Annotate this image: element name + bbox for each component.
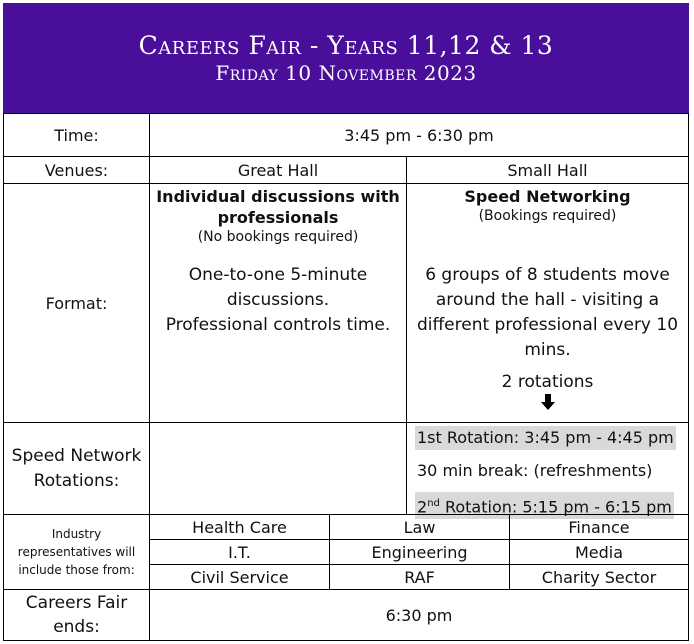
time-label-cell	[3, 113, 150, 157]
individual-desc-line2: discussions.	[226, 290, 330, 310]
speed-networking-title: Speed Networking	[464, 187, 631, 206]
individual-desc-line3: Professional controls time.	[165, 315, 391, 335]
second-rotation-suffix: nd	[427, 498, 440, 509]
venues-label-cell	[3, 156, 150, 184]
first-rotation: 1st Rotation: 3:45 pm - 4:45 pm	[415, 426, 676, 450]
event-date: Friday 10 November 2023	[215, 61, 477, 85]
ends-value-cell	[149, 589, 689, 641]
individual-note: (No bookings required)	[197, 229, 359, 245]
time-label: Time:	[54, 125, 99, 145]
rotation-break: 30 min break: (refreshments)	[417, 461, 653, 480]
venues-label: Venues:	[44, 160, 109, 180]
industry-it: I.T.	[228, 542, 251, 562]
industry-cell	[509, 514, 689, 540]
industry-label-cell	[3, 514, 150, 590]
industry-engineering: Engineering	[371, 542, 468, 562]
second-rotation-text: Rotation: 5:15 pm - 6:15 pm	[439, 497, 672, 517]
industry-label-line3: include those from:	[18, 563, 135, 577]
venue-great-hall: Great Hall	[237, 160, 319, 180]
industry-media: Media	[574, 542, 624, 562]
industry-civil-service: Civil Service	[190, 567, 289, 587]
venue-great-hall-cell	[149, 156, 407, 184]
industry-cell	[329, 564, 510, 590]
industry-charity-sector: Charity Sector	[541, 567, 657, 587]
industry-cell	[149, 539, 330, 565]
venue-small-hall: Small Hall	[507, 160, 588, 180]
rotations-label-line2: Rotations:	[33, 470, 120, 491]
speed-desc-line4: mins.	[524, 340, 571, 360]
individual-title-line1: Individual discussions with	[156, 187, 400, 206]
second-rotation-number: 2	[417, 497, 428, 517]
industry-health-care: Health Care	[192, 517, 287, 537]
speed-desc-line3: different professional every 10	[416, 315, 679, 335]
time-value: 3:45 pm - 6:30 pm	[344, 125, 494, 145]
individual-title-line2: professionals	[217, 208, 339, 227]
industry-cell	[149, 564, 330, 590]
speed-desc-line1: 6 groups of 8 students move	[425, 265, 670, 285]
down-arrow-icon	[541, 393, 555, 415]
speed-networking-note: (Bookings required)	[478, 208, 617, 224]
rotations-count: 2 rotations	[501, 372, 594, 392]
speed-desc-line2: around the hall - visiting a	[435, 290, 660, 310]
industry-cell	[329, 539, 510, 565]
rotations-empty-cell	[149, 422, 407, 515]
format-label: Format:	[45, 293, 108, 313]
rotations-schedule-cell	[406, 422, 689, 515]
industry-label-line2: representatives will	[17, 545, 136, 559]
industry-law: Law	[403, 517, 436, 537]
rotations-label-cell	[3, 422, 150, 515]
ends-label-cell	[3, 589, 150, 641]
individual-desc-line1: One-to-one 5-minute	[188, 265, 368, 285]
down-arrow-icon-svg	[541, 393, 555, 411]
ends-value: 6:30 pm	[385, 605, 453, 625]
format-speed-networking-cell	[406, 183, 689, 423]
ends-label-line2: ends:	[53, 617, 100, 637]
industry-cell	[149, 514, 330, 540]
venue-small-hall-cell	[406, 156, 689, 184]
rotations-label-line1: Speed Network	[11, 445, 142, 466]
industry-finance: Finance	[568, 517, 630, 537]
format-individual-cell	[149, 183, 407, 423]
event-title: Careers Fair - Years 11,12 & 13	[138, 31, 554, 60]
industry-cell	[509, 539, 689, 565]
industry-label-line1: Industry	[51, 527, 102, 541]
format-label-cell	[3, 183, 150, 423]
industry-raf: RAF	[404, 567, 435, 587]
header-banner	[3, 3, 689, 113]
industry-cell	[509, 564, 689, 590]
industry-cell	[329, 514, 510, 540]
ends-label-line1: Careers Fair	[25, 593, 128, 613]
time-value-cell	[149, 113, 689, 157]
